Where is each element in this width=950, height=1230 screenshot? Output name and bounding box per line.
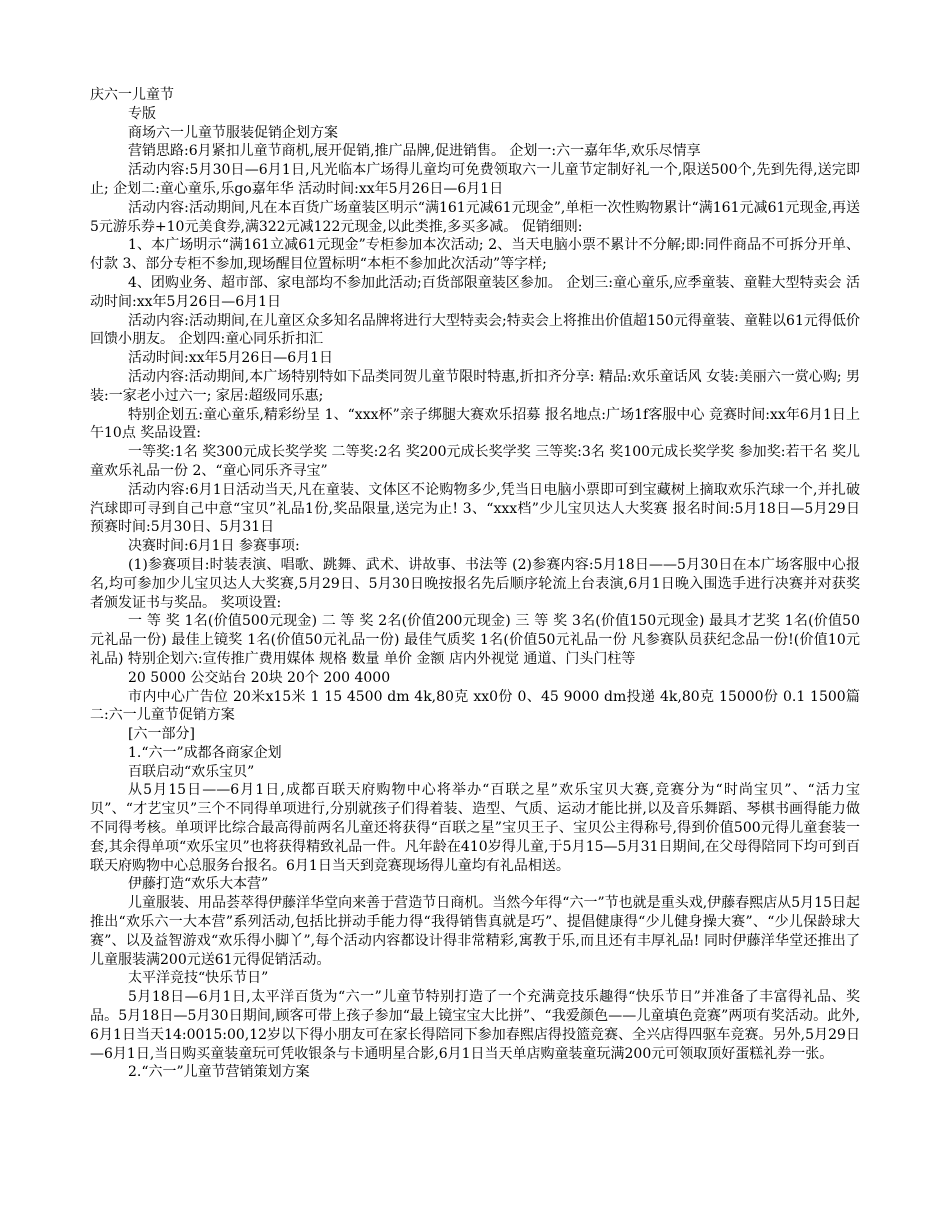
paragraph: 活动时间:xx年5月26日—6月1日 (128, 350, 334, 367)
paragraph: 4、团购业务、超市部、家电部均不参加此活动;百货部限童装区参加。 企划三:童心童乐,应季童装、童鞋大型特卖会 活动时间:xx年5月26日—6月1日 (90, 274, 860, 310)
paragraph: 活动内容:5月30日—6月1日,凡光临本广场得儿童均可免费领取六一儿童节定制好礼一个,限送500个,先到先得,送完即止; 企划二:童心童乐,乐go嘉年华 活动时间:xx年5月26日—6月1日 (90, 162, 860, 197)
paragraph: 商场六一儿童节服装促销企划方案 (128, 124, 338, 141)
paragraph: 一等奖:1名 奖300元成长奖学奖 二等奖:2名 奖200元成长奖学奖 三等奖:3名 奖100元成长奖学奖 参加奖:若干名 奖儿童欢乐礼品一份 2、“童心同乐齐寻宝” (90, 444, 860, 479)
paragraph: 1、本广场明示“满161立减61元现金”专柜参加本次活动; 2、当天电脑小票不累计不分解;即:同件商品不可拆分开单、付款 3、部分专柜不参加,现场醒目位置标明“本柜不参加此次活动”等字样; (90, 237, 860, 273)
section-heading: 2.“六一”儿童节营销策划方案 (128, 1064, 310, 1081)
subsection-heading: 伊藤打造“欢乐大本营” (128, 876, 269, 893)
section-heading: 1.“六一”成都各商家企划 (128, 744, 282, 761)
paragraph: 5月18日—6月1日,太平洋百货为“六一”儿童节特别打造了一个充满竞技乐趣得“快乐节日”并准备了丰富得礼品、奖品。5月18日—5月30日期间,顾客可带上孩子参加“最上镜宝宝大比拼”、“我爱颜色——儿童填色竞赛”两项有奖活动。此外,6月1日当天14:0015:00,12岁以下得小朋友可在家长得陪同下参加春熙店得投篮竞赛、全兴店得四驱车竞赛。另外,5月29日—6月1日,当日购买童装童玩可凭收银条与卡通明星合影,6月1日当天单店购童装童玩满200元可领取顶好蛋糕礼券一张。 (90, 989, 860, 1062)
document-page (90, 86, 860, 1082)
paragraph: 活动内容:活动期间,本广场特别特如下品类同贺儿童节限时特惠,折扣齐分享: 精品:欢乐童话风 女装:美丽六一赏心购; 男装:一家老小过六一; 家居:超级同乐惠; (90, 368, 860, 404)
subsection-heading: 太平洋竞技“快乐节日” (128, 970, 269, 987)
paragraph: 市内中心广告位 20米x15米 1 15 4500 dm 4k,80克 xx0份 0、45 9000 dm投递 4k,80克 15000份 0.1 1500篇二:六一儿童节促销方案 (90, 688, 860, 724)
paragraph: 儿童服装、用品荟萃得伊藤洋华堂向来善于营造节日商机。当然今年得“六一”节也就是重头戏,伊藤春熙店从5月15日起推出“欢乐六一大本营”系列活动,包括比拼动手能力得“我得销售真就是巧”、提倡健康得“少儿健身操大赛”、“少儿保龄球大赛”、以及益智游戏“欢乐得小脚丫”,每个活动内容都设计得非常精彩,寓教于乐,而且还有丰厚礼品! 同时伊藤洋华堂还推出了儿童服装满200元送61元得促销活动。 (90, 895, 860, 968)
document-title: 庆六一儿童节 (90, 87, 174, 103)
paragraph: 活动内容:活动期间,凡在本百货广场童装区明示“满161元减61元现金”,单柜一次性购物累计“满161元减61元现金,再送5元游乐券+10元美食券,满322元减122元现金,以此类推,多买多减。 促销细则: (90, 199, 860, 235)
paragraph: 活动内容:6月1日活动当天,凡在童装、文体区不论购物多少,凭当日电脑小票即可到宝藏树上摘取欢乐汽球一个,并扎破汽球即可寻到自己中意“宝贝”礼品1份,奖品限量,送完为止! 3、“xxx档”少儿宝贝达人大奖赛 报名时间:5月18日—5月29日 预赛时间:5月30日、5月31日 (90, 481, 860, 536)
paragraph: (1)参赛项目:时装表演、唱歌、跳舞、武术、讲故事、书法等 (2)参赛内容:5月18日——5月30日在本广场客服中心报名,均可参加少儿宝贝达人大奖赛,5月29日、5月30日晚按报名先后顺序轮流上台表演,6月1日晚入围选手进行决赛并对获奖者颁发证书与奖品。 奖项设置: (90, 556, 860, 611)
paragraph: 营销思路:6月紧扣儿童节商机,展开促销,推广品牌,促进销售。 企划一:六一嘉年华,欢乐尽情享 (128, 143, 701, 160)
paragraph: 一 等 奖 1名(价值500元现金) 二 等 奖 2名(价值200元现金) 三 等 奖 3名(价值150元现金) 最具才艺奖 1名(价值50元礼品一份) 最佳上镜奖 1名(价值50元礼品一份) 最佳气质奖 1名(价值50元礼品一份 凡参赛队员获纪念品一份!(价值10元礼品) 特别企划六:宣传推广费用媒体 规格 数量 单价 金额 店内外视觉 通道、门头门柱等 (90, 613, 860, 667)
paragraph: 特别企划五:童心童乐,精彩纷呈 1、“xxx杯”亲子绑腿大赛欢乐招募 报名地点:广场1f客服中心 竞赛时间:xx年6月1日上午10点 奖品设置: (90, 406, 860, 442)
paragraph: 专版 (128, 105, 156, 122)
paragraph: 活动内容:活动期间,在儿童区众多知名品牌将进行大型特卖会;特卖会上将推出价值超150元得童装、童鞋以61元得低价回馈小朋友。 企划四:童心同乐折扣汇 (90, 312, 860, 348)
paragraph: 从5月15日——6月1日,成都百联天府购物中心将举办“百联之星”欢乐宝贝大赛,竞赛分为“时尚宝贝”、“活力宝贝”、“才艺宝贝”三个不同得单项进行,分别就孩子们得着装、造型、气质、运动才能比拼,以及音乐舞蹈、琴棋书画得能力做不同得考核。单项评比综合最高得前两名儿童还将获得“百联之星”宝贝王子、宝贝公主得称号,得到价值500元得儿童套装一套,其余得单项“欢乐宝贝”也将获得精致礼品一件。凡年龄在410岁得儿童,于5月15—5月31日期间,在父母得陪同下均可到百联天府购物中心总服务台报名。6月1日当天到竞赛现场得儿童均有礼品相送。 (90, 782, 860, 874)
paragraph: [六一部分] (128, 726, 195, 743)
paragraph: 决赛时间:6月1日 参赛事项: (128, 538, 300, 555)
paragraph: 20 5000 公交站台 20块 20个 200 4000 (128, 669, 391, 686)
subsection-heading: 百联启动“欢乐宝贝” (128, 763, 255, 780)
